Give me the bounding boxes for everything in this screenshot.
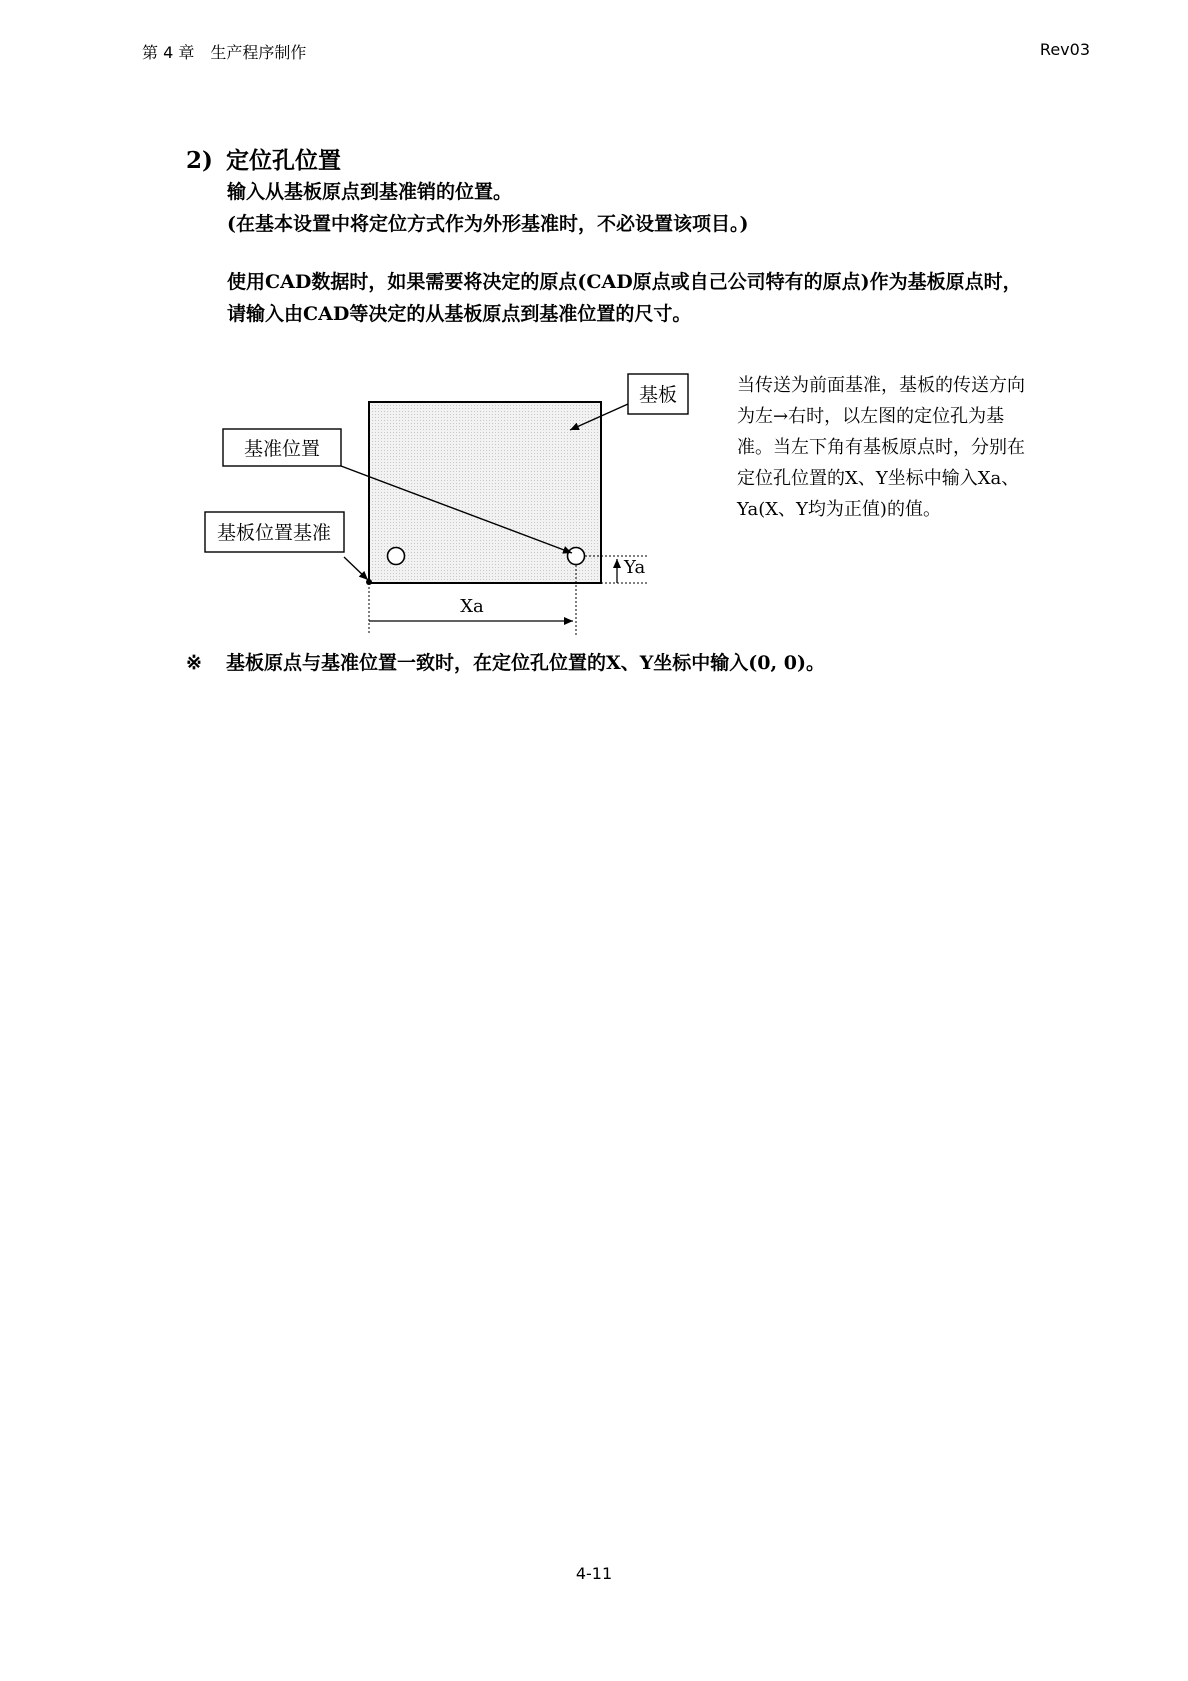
description-line-5: Ya(X、Y均为正值)的值。 [737, 499, 941, 520]
diagram-description [737, 370, 1077, 525]
chapter-header: 第 4 章 生产程序制作 [142, 43, 307, 62]
section-title: 定位孔位置 [226, 147, 341, 174]
intro-line-2: (在基本设置中将定位方式作为外形基准时，不必设置该项目。) [227, 213, 749, 235]
board-label: 基板 [638, 384, 678, 406]
note-text: 基板原点与基准位置一致时，在定位孔位置的X、Y坐标中输入(0, 0)。 [226, 652, 825, 674]
description-line-1: 当传送为前面基准，基板的传送方向 [737, 375, 1025, 396]
cad-line-2: 请输入由CAD等决定的从基板原点到基准位置的尺寸。 [227, 303, 692, 325]
note [186, 648, 825, 675]
secondary-hole [388, 548, 405, 565]
positioning-hole-diagram [0, 0, 1188, 700]
section-number: 2) [186, 147, 213, 174]
xa-label: Xa [460, 596, 484, 617]
cad-line-1: 使用CAD数据时，如果需要将决定的原点(CAD原点或自己公司特有的原点)作为基板原点时， [227, 271, 1022, 293]
note-mark: ※ [186, 652, 202, 674]
origin-leader [344, 557, 368, 580]
ya-label: Ya [624, 557, 646, 578]
page-number: 4-11 [575, 1564, 613, 1583]
reference-hole [568, 548, 585, 565]
intro-line-1: 输入从基板原点到基准销的位置。 [227, 181, 513, 203]
description-line-2: 为左→右时，以左图的定位孔为基 [737, 406, 1005, 427]
origin-label: 基板位置基准 [216, 522, 332, 544]
reference-label: 基准位置 [243, 438, 321, 460]
description-line-4: 定位孔位置的X、Y坐标中输入Xa、 [737, 468, 1020, 489]
description-line-3: 准。当左下角有基板原点时，分别在 [737, 437, 1025, 458]
revision-label: Rev03 [1039, 40, 1090, 59]
